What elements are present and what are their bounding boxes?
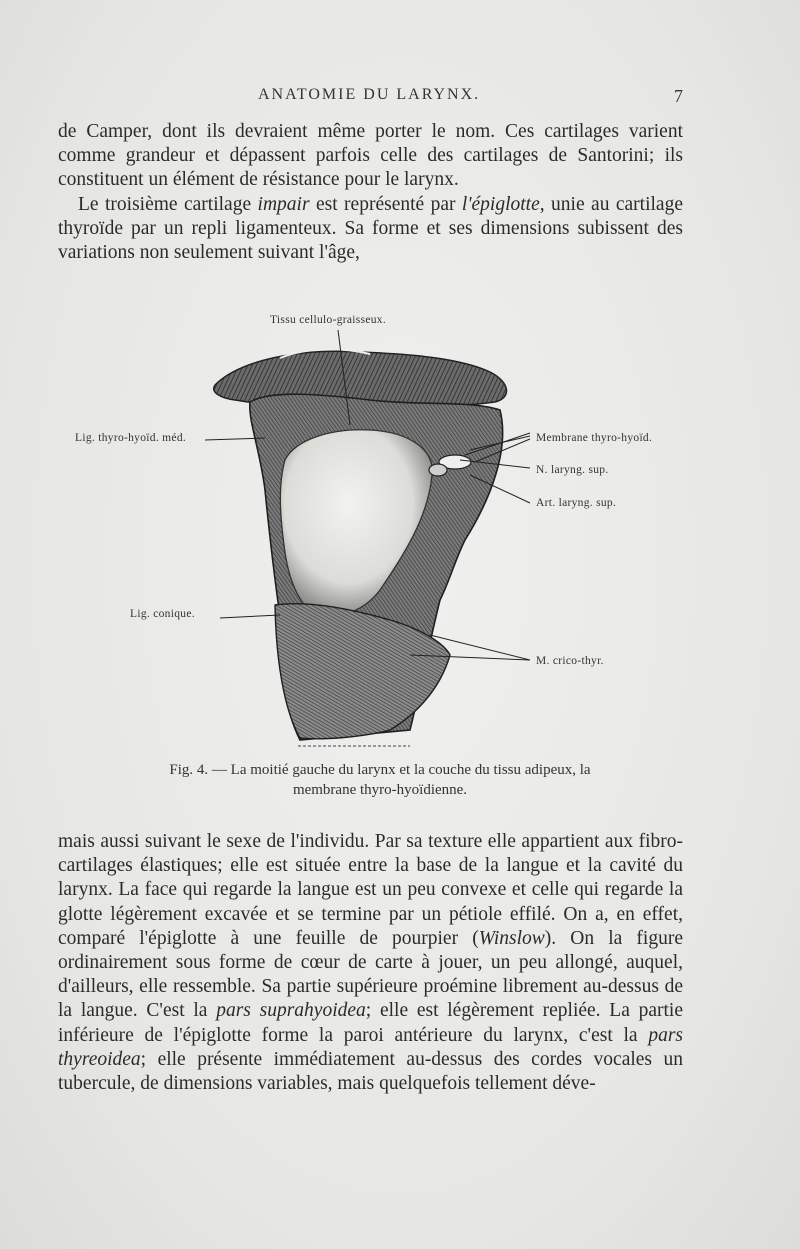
label-membrane: Membrane thyro-hyoïd. <box>536 432 653 444</box>
larynx-illustration <box>70 310 690 755</box>
p3-text-d: ; elle présente immédiatement au-dessus des cordes vocales un tubercule, de dimensions variables, mais quelquefois tellement déve- <box>58 1048 683 1095</box>
label-n-laryng: N. laryng. sup. <box>536 464 609 476</box>
paragraph-3 <box>58 830 683 1096</box>
page-number: 7 <box>674 86 683 106</box>
p2-em-impair: impair <box>257 193 310 215</box>
running-title: ANATOMIE DU LARYNX. <box>258 86 481 103</box>
label-tissu: Tissu cellulo-graisseux. <box>270 314 387 326</box>
label-m-crico: M. crico-thyr. <box>536 655 604 667</box>
figure-caption <box>100 760 660 800</box>
label-lig-thyro-hyoid: Lig. thyro-hyoïd. méd. <box>75 432 187 444</box>
label-lig-conique: Lig. conique. <box>130 608 195 620</box>
p2-text-c: , unie au cartilage thyroïde par un repli ligamenteux. Sa forme et ses dimensions subissent des variations non seulement suivant l'âge, <box>58 193 683 264</box>
top-text-block <box>58 120 683 265</box>
p3-em-thyreoidea: pars thyreoidea <box>58 1024 683 1070</box>
p3-text-c: ; elle est légèrement repliée. La partie inférieure de l'épiglotte forme la paroi antérieure du larynx, c'est la <box>58 1000 683 1046</box>
bottom-text-block <box>58 830 683 1096</box>
caption-line-1: Fig. 4. — La moitié gauche du larynx et la couche du tissu adipeux, la <box>169 762 591 778</box>
p2-text-a: Le troisième cartilage <box>78 193 258 215</box>
p2-em-epiglotte: l'épiglotte <box>461 193 540 215</box>
p3-em-winslow: Winslow <box>478 927 545 949</box>
p3-text-a: mais aussi suivant le sexe de l'individu. Par sa texture elle appartient aux fibro-cartilages élastiques; elle est située entre la base de la langue et la cavité du larynx. La face qui regarde la langue est un peu convexe et celle qui regarde la glotte légèrement excavée et se termine par un pétiole effilé. On a, en effet, comparé l'épiglotte à une feuille de pourpier ( <box>58 831 683 949</box>
label-art-laryng: Art. laryng. sup. <box>536 497 617 509</box>
page-header <box>58 86 683 110</box>
p2-text-b: est représenté par <box>309 193 462 215</box>
paragraph-2 <box>58 193 683 266</box>
figure-4 <box>70 310 690 755</box>
paragraph-1: de Camper, dont ils devraient même porter le nom. Ces cartilages varient comme grandeur et dépassent parfois celle des cartilages de Santorini; ils constituent un élément de résistance pour le larynx. <box>58 121 683 191</box>
caption-line-2: membrane thyro-hyoïdienne. <box>292 782 468 798</box>
p3-text-b: ). On la figure ordinairement sous forme de cœur de carte à jouer, un peu allongé, auquel, d'ailleurs, elle ressemble. Sa partie supérieure proémine librement au-dessus de la langue. C'est la <box>58 927 683 1022</box>
p3-em-suprahyoidea: pars suprahyoidea <box>216 1000 366 1022</box>
